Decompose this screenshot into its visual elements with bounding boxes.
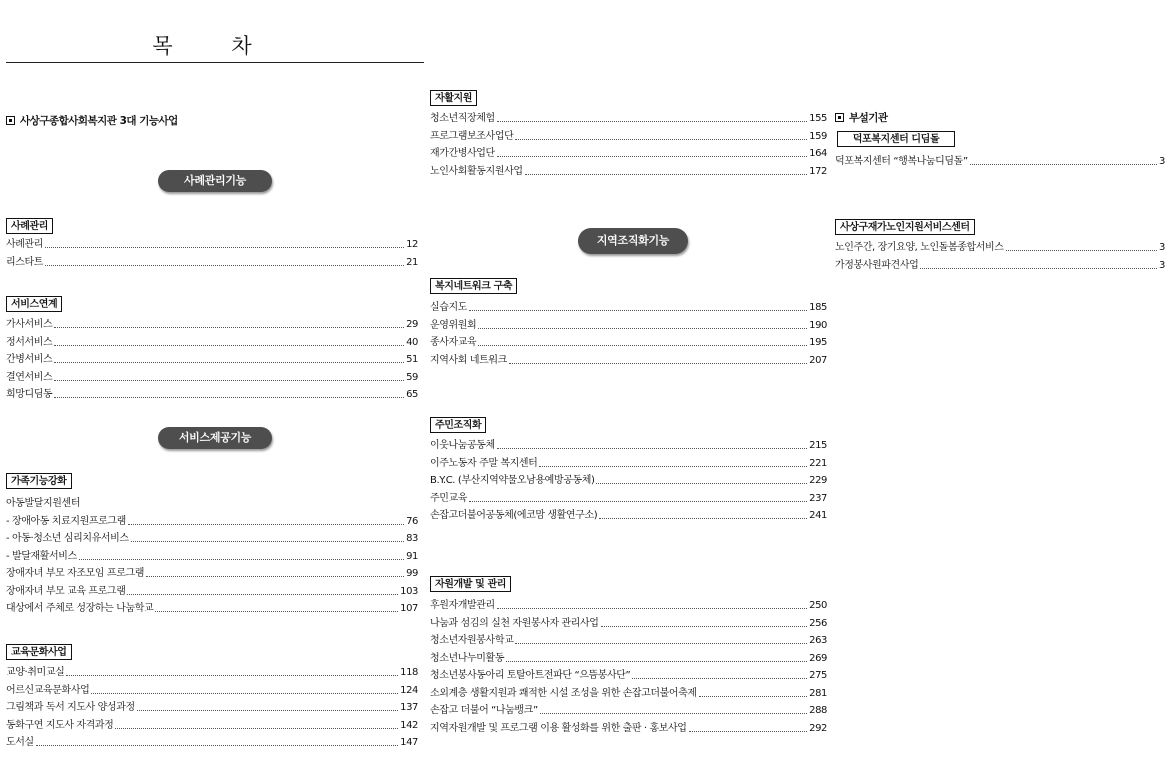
toc-entry-page: 124 [400, 684, 418, 696]
dot-leader [79, 559, 404, 560]
dot-leader [506, 661, 807, 662]
toc-entry-page: 91 [406, 550, 418, 562]
toc-entry [430, 111, 827, 127]
toc-entry-page: 147 [400, 737, 418, 748]
toc-entry-page: 59 [406, 371, 418, 383]
toc-entry-label: 지역자원개발 및 프로그램 이용 활성화를 위한 출판 · 홍보사업 [430, 722, 687, 734]
section-heading-deokpo: 덕포복지센터 디딤돌 [837, 131, 955, 147]
toc-entry [6, 665, 418, 681]
toc-entry-label: - 아동·청소년 심리치유서비스 [6, 533, 129, 544]
dot-leader [515, 139, 807, 140]
toc-entry [430, 164, 827, 180]
toc-entry [6, 335, 418, 351]
toc-entry [430, 598, 827, 614]
title-underline [6, 62, 424, 63]
toc-entry [6, 237, 418, 253]
toc-entry-label: 지역사회 네트워크 [430, 354, 507, 366]
dot-leader [1006, 250, 1157, 251]
toc-entry-page: 76 [406, 515, 418, 527]
toc-entry [430, 438, 827, 454]
dot-leader [920, 268, 1157, 269]
toc-entry-page: 195 [809, 337, 827, 348]
dot-leader [469, 501, 807, 502]
main-heading-text: 사상구종합사회복지관 3대 기능사업 [20, 115, 178, 127]
toc-entry-page: 190 [809, 319, 827, 331]
dot-leader [497, 448, 807, 449]
dot-leader [115, 728, 398, 729]
toc-entry-page: 241 [809, 510, 827, 521]
dot-leader [497, 121, 807, 122]
square-bullet-icon [6, 116, 15, 125]
toc-entry-page: 256 [809, 617, 827, 629]
toc-entry-label: 대상에서 주체로 성장하는 나눔학교 [6, 603, 154, 614]
toc-entry-page: 65 [406, 389, 418, 400]
dot-leader [539, 466, 807, 467]
dot-leader [509, 363, 807, 364]
toc-entry [430, 721, 827, 737]
toc-entry [6, 317, 418, 333]
toc-entry-page: 288 [809, 705, 827, 716]
toc-entry-page: 263 [809, 635, 827, 646]
toc-entry-page: 40 [406, 336, 418, 348]
toc-entry-label: 가정봉사원파견사업 [835, 259, 919, 271]
dot-leader [632, 678, 807, 679]
toc-entry-page: 142 [400, 719, 418, 731]
dot-leader [66, 675, 398, 676]
section-heading-resource: 자원개발 및 관리 [430, 576, 511, 592]
toc-entry [430, 335, 827, 351]
toc-entry-label: 프로그램보조사업단 [430, 130, 514, 142]
page-title: 목 차 [152, 34, 278, 58]
dot-leader [970, 164, 1157, 165]
dot-leader [54, 362, 404, 363]
toc-entry-page: 51 [406, 354, 418, 365]
toc-entry-label: 주민교육 [430, 492, 468, 504]
section-heading-elder-center: 사상구재가노인지원서비스센터 [835, 219, 975, 235]
dot-leader [127, 594, 398, 595]
toc-entry [6, 496, 418, 512]
toc-entry-label: 손잡고 더불어 “나눔뱅크” [430, 705, 538, 716]
toc-entry-label: - 발달재활서비스 [6, 550, 77, 562]
dot-leader [45, 265, 404, 266]
toc-entry-page: 107 [400, 603, 418, 614]
toc-entry-page: 237 [809, 492, 827, 504]
toc-entry-label: 청소년직장체험 [430, 113, 495, 124]
toc-entry-label: 사례관리 [6, 239, 44, 250]
toc-entry-label: 노인주간, 장기요양, 노인돌봄종합서비스 [835, 242, 1004, 253]
affiliated-heading [835, 110, 888, 125]
section-heading-service-link: 서비스연계 [6, 296, 62, 312]
section-heading-network: 복지네트워크 구축 [430, 278, 517, 294]
toc-entry [430, 703, 827, 719]
toc-entry-page: 118 [400, 667, 418, 678]
toc-entry [430, 686, 827, 702]
toc-entry [430, 616, 827, 632]
toc-entry-page: 21 [406, 256, 418, 268]
toc-entry-page: 159 [809, 130, 827, 142]
dot-leader [478, 345, 807, 346]
toc-entry [6, 718, 418, 734]
toc-entry-label: 교양·취미교실 [6, 667, 65, 678]
toc-entry-label: 청소년나누미활동 [430, 652, 505, 664]
dot-leader [155, 611, 398, 612]
section-pill-case-management: 사례관리기능 [158, 170, 272, 192]
toc-entry [430, 508, 827, 524]
toc-entry-page: 3 [1159, 156, 1165, 167]
dot-leader [146, 576, 404, 577]
toc-entry [835, 154, 1165, 170]
dot-leader [497, 608, 807, 609]
dot-leader [599, 518, 807, 519]
toc-entry-label: 리스타트 [6, 256, 44, 268]
toc-entry-label: 실습지도 [430, 302, 468, 313]
toc-entry-label: 종사자교육 [430, 337, 477, 348]
toc-entry-page: 292 [809, 722, 827, 734]
toc-entry-page: 155 [809, 113, 827, 124]
toc-entry-page: 103 [400, 585, 418, 597]
toc-entry-label: 어르신교육문화사업 [6, 684, 90, 696]
section-pill-community: 지역조직화기능 [578, 228, 688, 254]
dot-leader [497, 156, 807, 157]
toc-entry-label: 장애자녀 부모 교육 프로그램 [6, 585, 126, 597]
toc-entry-page: 99 [406, 568, 418, 579]
toc-entry-page: 275 [809, 670, 827, 681]
dot-leader [36, 745, 398, 746]
dot-leader [137, 710, 398, 711]
toc-entry [835, 240, 1165, 256]
dot-leader [601, 626, 808, 627]
toc-entry [430, 300, 827, 316]
toc-entry-page: 3 [1159, 259, 1165, 271]
toc-entry [430, 456, 827, 472]
toc-entry-label: 이웃나눔공동체 [430, 440, 495, 451]
toc-entry [430, 318, 827, 334]
toc-entry-label: B.Y.C. (부산지역약물오남용예방공동체) [430, 475, 595, 486]
toc-entry-label: 이주노동자 주말 복지센터 [430, 457, 538, 469]
toc-entry [6, 352, 418, 368]
toc-entry-label: 아동발달지원센터 [6, 498, 81, 509]
toc-entry [430, 668, 827, 684]
toc-entry [6, 601, 418, 617]
dot-leader [469, 310, 807, 311]
section-heading-education: 교육문화사업 [6, 644, 72, 660]
dot-leader [45, 247, 404, 248]
toc-entry [430, 146, 827, 162]
toc-entry-label: 장애자녀 부모 자조모임 프로그램 [6, 568, 144, 579]
toc-entry-label: 덕포복지센터 “행복나눔디딤돌” [835, 156, 968, 167]
toc-entry [430, 651, 827, 667]
toc-entry-label: 결연서비스 [6, 371, 53, 383]
section-heading-self-support: 자활지원 [430, 90, 477, 106]
main-heading [6, 113, 178, 128]
toc-entry-label: 노인사회활동지원사업 [430, 165, 523, 177]
toc-entry [6, 370, 418, 386]
toc-entry-label: 청소년봉사동아리 토탈아트전파단 “으뜸봉사단” [430, 670, 631, 681]
toc-entry [430, 491, 827, 507]
dot-leader [131, 541, 404, 542]
toc-entry-page: 207 [809, 354, 827, 366]
toc-entry-page: 12 [406, 239, 418, 250]
section-heading-resident: 주민조직화 [430, 417, 486, 433]
dot-leader [540, 713, 807, 714]
toc-entry [6, 735, 418, 751]
affiliated-heading-text: 부설기관 [849, 112, 888, 124]
toc-entry-page: 3 [1159, 242, 1165, 253]
toc-entry-label: 희망디딤동 [6, 389, 53, 400]
toc-entry [6, 514, 418, 530]
toc-entry-page: 250 [809, 600, 827, 611]
toc-entry-page: 137 [400, 702, 418, 713]
toc-entry-page: 29 [406, 319, 418, 330]
toc-entry [6, 255, 418, 271]
toc-entry-page: 269 [809, 652, 827, 664]
toc-entry-label: 가사서비스 [6, 319, 53, 330]
dot-leader [54, 345, 404, 346]
dot-leader [54, 380, 404, 381]
section-pill-service-provision: 서비스제공기능 [158, 427, 272, 449]
toc-entry [6, 584, 418, 600]
toc-entry-label: 청소년자원봉사학교 [430, 635, 514, 646]
toc-entry-label: 동화구연 지도사 자격과정 [6, 719, 114, 731]
toc-entry-label: 정서서비스 [6, 336, 53, 348]
dot-leader [596, 483, 807, 484]
toc-entry [6, 387, 418, 403]
dot-leader [54, 397, 404, 398]
dot-leader [699, 696, 807, 697]
square-bullet-icon [835, 113, 844, 122]
dot-leader [515, 643, 807, 644]
toc-entry-label: 재가간병사업단 [430, 148, 495, 159]
toc-entry [835, 258, 1165, 274]
toc-entry-label: 손잡고더불어공동체(에코맘 생활연구소) [430, 510, 598, 521]
toc-entry [6, 700, 418, 716]
dot-leader [54, 327, 404, 328]
dot-leader [689, 731, 808, 732]
toc-entry [430, 633, 827, 649]
toc-entry-page: 215 [809, 440, 827, 451]
toc-entry [430, 473, 827, 489]
toc-entry-page: 185 [809, 302, 827, 313]
dot-leader [478, 328, 807, 329]
toc-entry-page: 83 [406, 533, 418, 544]
toc-entry [430, 353, 827, 369]
dot-leader [128, 524, 404, 525]
toc-entry-label: - 장애아동 치료지원프로그램 [6, 515, 126, 527]
toc-entry-label: 소외계층 생활지원과 쾌적한 시설 조성을 위한 손잡고더불어축제 [430, 687, 697, 699]
dot-leader [525, 174, 808, 175]
dot-leader [91, 693, 398, 694]
toc-entry [6, 566, 418, 582]
toc-entry-label: 도서실 [6, 737, 34, 748]
toc-entry [6, 683, 418, 699]
toc-entry-label: 나눔과 섬김의 실천 자원봉사자 관리사업 [430, 617, 599, 629]
section-heading-family: 가족기능강화 [6, 473, 72, 489]
toc-entry-page: 172 [809, 165, 827, 177]
toc-entry-page: 281 [809, 687, 827, 699]
toc-entry-label: 운영위원회 [430, 319, 477, 331]
toc-entry-page: 221 [809, 457, 827, 469]
toc-entry-label: 간병서비스 [6, 354, 53, 365]
toc-entry [6, 549, 418, 565]
toc-entry [6, 531, 418, 547]
toc-entry-label: 그림책과 독서 지도사 양성과정 [6, 702, 135, 713]
toc-entry [430, 129, 827, 145]
toc-entry-page: 164 [809, 148, 827, 159]
section-heading-case: 사례관리 [6, 218, 53, 234]
toc-entry-label: 후원자개발관리 [430, 600, 495, 611]
toc-entry-page: 229 [809, 475, 827, 486]
